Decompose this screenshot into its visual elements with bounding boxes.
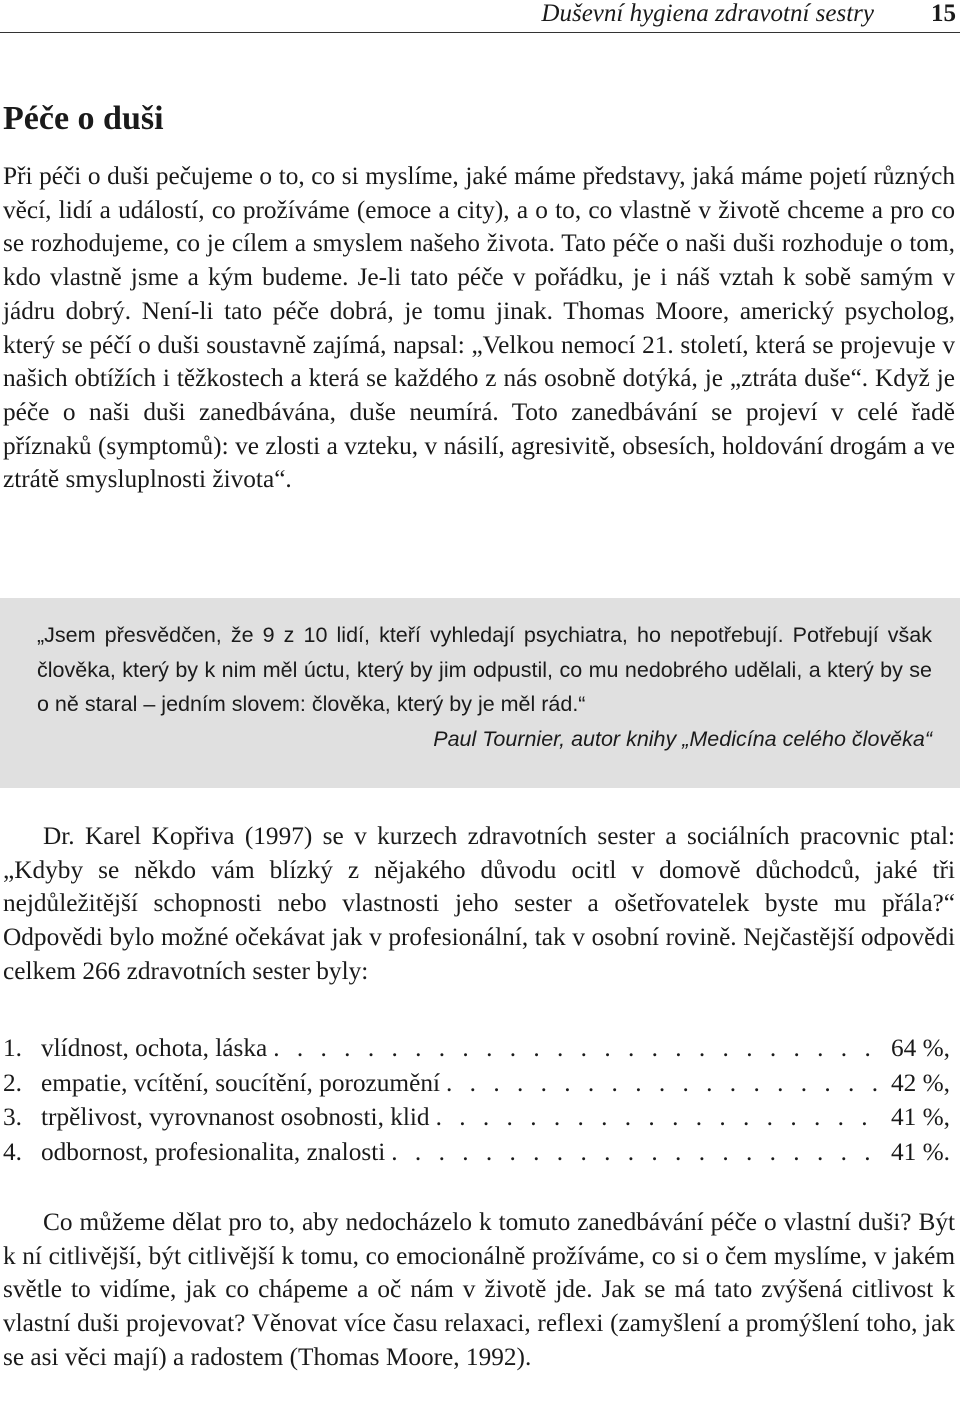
quote-box <box>0 598 960 788</box>
dot-leader <box>391 1135 885 1170</box>
list-item-number: 4. <box>3 1137 22 1166</box>
list-item <box>3 1066 950 1101</box>
quote <box>37 618 932 756</box>
list-item-number: 3. <box>3 1103 22 1131</box>
list-item-value: 41 %. <box>890 1137 950 1166</box>
running-header <box>0 0 960 33</box>
survey-paragraph: Dr. Karel Kopřiva (1997) se v kurzech zdravotních sester a sociálních pracovnic ptal: „Kdyby se někdo vám blízký z nějakého důvodu ocitl v domově důchodců, jaké tři nejdůležitější schopnosti nebo vlastnosti jeho sester a ošetřovatelek byste mu přála?“ Odpovědi bylo možné očekávat jak v profesionální, tak v osobní rovině. Nejčastější odpovědi celkem 266 zdravotních sester byly: <box>3 822 955 985</box>
section-title: Péče o duši <box>3 100 164 137</box>
survey-results-list <box>3 1031 950 1169</box>
list-item-label: vlídnost, ochota, láska <box>41 1034 268 1062</box>
list-item-label: trpělivost, vyrovnanost osobnosti, klid <box>41 1103 430 1131</box>
dot-leader <box>436 1100 885 1135</box>
list-item-value: 64 %, <box>890 1034 950 1062</box>
page-number: 15 <box>931 0 956 27</box>
closing-paragraph: Co můžeme dělat pro to, aby nedocházelo k tomuto zanedbávání péče o vlastní duši? Být k ní citlivější, být citlivější k tomu, co emocionálně prožíváme, co si o čem myslíme, v jakém světle to vidíme, jak co chápeme a oč nám v životě jde. Jak se má tato zvýšená citlivost k vlastní duši projevovat? Věnovat více času relaxaci, reflexi (zamyšlení a promýšlení toho, jak se asi věci mají) a radostem (Thomas Moore, 1992). <box>3 1208 955 1371</box>
list-item-value: 41 %, <box>890 1103 950 1131</box>
list-item-label: odbornost, profesionalita, znalosti <box>41 1137 386 1166</box>
list-item <box>3 1031 950 1066</box>
list-item <box>3 1100 950 1135</box>
dot-leader <box>446 1066 885 1101</box>
list-item-number: 2. <box>3 1068 22 1097</box>
intro-paragraph: Při péči o duši pečujeme o to, co si myslíme, jaké máme představy, jaká máme pojetí různých věcí, lidí a událostí, co prožíváme (emoce a city), a o to, co vlastně v životě chceme a pro co se rozhodujeme, co je cílem a smyslem našeho života. Tato péče o naši duši rozhoduje o tom, kdo vlastně jsme a kým budeme. Je-li tato péče v pořádku, je i náš vztah k sobě samým v jádru dobrý. Není-li tato péče dobrá, je tomu jinak. Thomas Moore, americký psycholog, který se péčí o duši soustavně zajímá, napsal: „Velkou nemocí 21. století, která se projevuje v našich obtížích i těžkostech a která se každého z nás osobně dotýká, je „ztráta duše“. Když je péče o naši duši zanedbávána, duše neumírá. Toto zanedbávání se projeví v celé řadě příznaků (symptomů): ve zlosti a vzteku, v násilí, agresivitě, obsesích, holdování drogám a ve ztrátě smysluplnosti života“. <box>3 162 955 494</box>
list-item <box>3 1135 950 1170</box>
quote-author: Paul Tournier, autor knihy „Medicína celého člověka“ <box>433 726 932 751</box>
quote-text: „Jsem přesvědčen, že 9 z 10 lidí, kteří vyhledají psychiatra, ho nepotřebují. Potřebují však člověka, který by k nim měl úctu, který by jim odpustil, co mu nedobrého udělali, a který by se o ně staral – jedním slovem: člověka, který by je měl rád.“ <box>37 623 932 716</box>
list-item-number: 1. <box>3 1034 22 1062</box>
list-item-label: empatie, vcítění, soucítění, porozumění <box>41 1068 441 1097</box>
list-item-value: 42 %, <box>890 1068 950 1097</box>
dot-leader <box>273 1031 885 1066</box>
running-title: Duševní hygiena zdravotní sestry <box>541 0 874 27</box>
